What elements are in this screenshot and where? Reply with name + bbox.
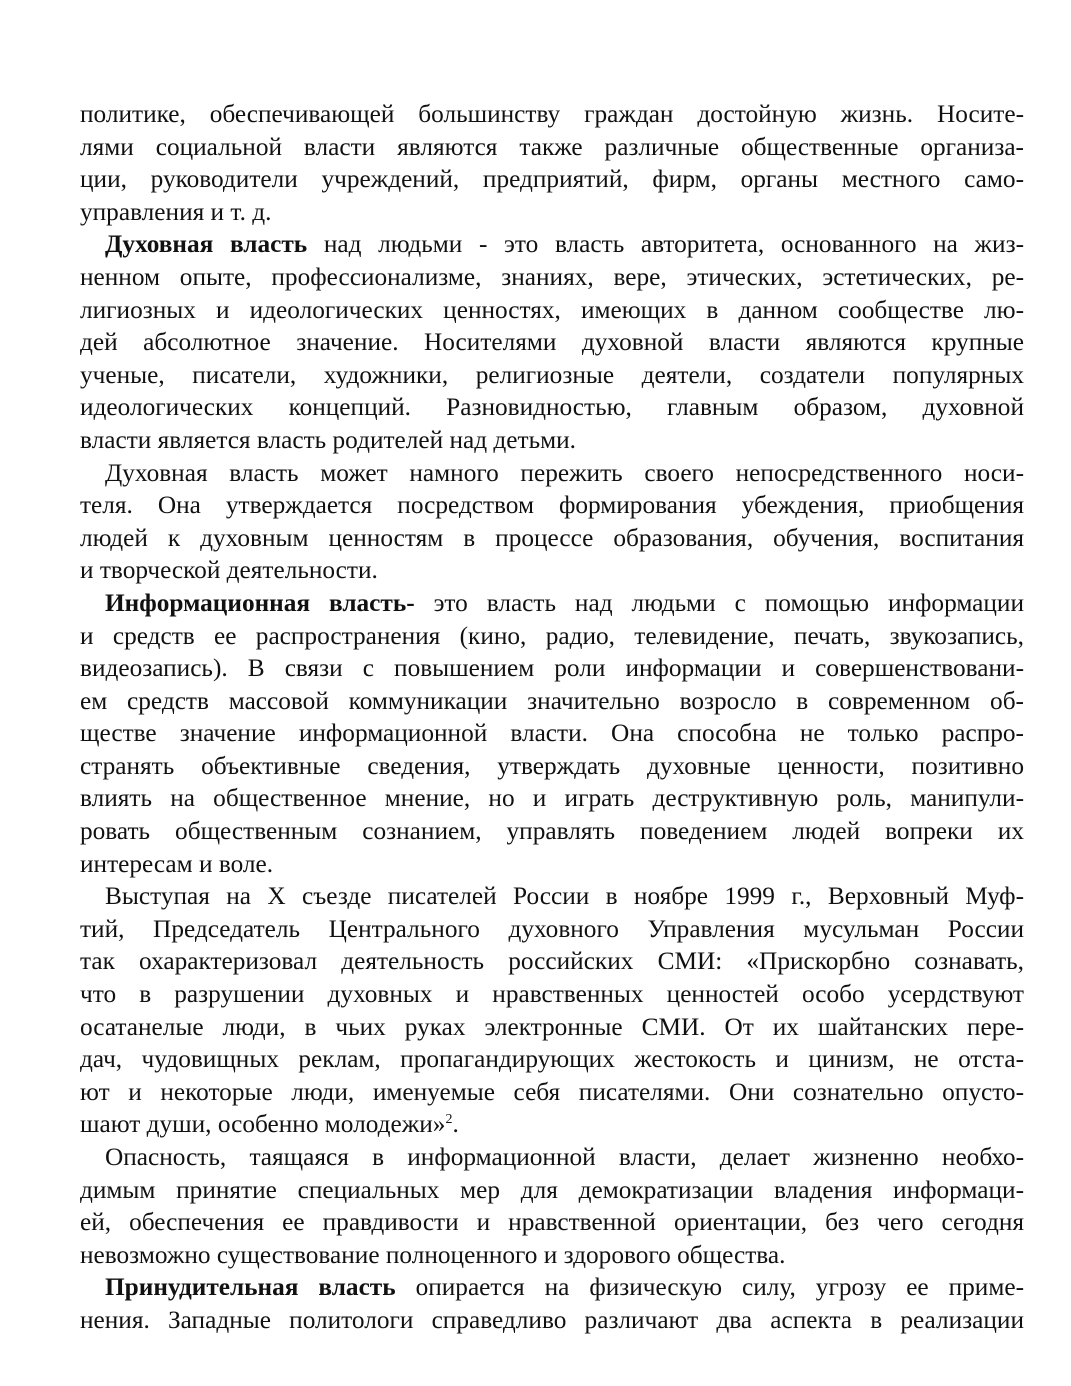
paragraph-mufti-quote — [80, 880, 1024, 1141]
text-line: и творческой деятельности. — [80, 556, 378, 585]
text-line: людей к духовным ценностям в процессе образования, обучения, воспитания — [80, 523, 1024, 552]
text-line: Выступая на X съезде писателей России в ноябре 1999 г., Верховный Муф- — [105, 882, 1024, 911]
text-line: так охарактеризовал деятельность российских СМИ: «Прискорбно сознавать, — [80, 947, 1024, 976]
paragraph-spiritual-power — [80, 228, 1024, 456]
text-line: тий, Председатель Центрального духовного Управления мусульман России — [80, 914, 1024, 943]
text-line: дач, чудовищных реклам, пропагандирующих жестокость и цинизм, не отста- — [80, 1045, 1024, 1074]
text-line: и средств ее распространения (кино, радио, телевидение, печать, звукозапись, — [80, 621, 1024, 650]
paragraph-information-danger — [80, 1141, 1024, 1271]
text-line: влиять на общественное мнение, но и играть деструктивную роль, манипули- — [80, 784, 1024, 813]
text-line — [80, 228, 1024, 261]
text-line: ей, обеспечения ее правдивости и нравственной ориентации, без чего сегодня — [80, 1208, 1024, 1237]
text-line: ученые, писатели, художники, религиозные деятели, создатели популярных — [80, 360, 1024, 389]
paragraph-coercive-power — [80, 1271, 1024, 1336]
term-coercive-power: Принудительная власть — [105, 1273, 396, 1302]
text-line: теля. Она утверждается посредством формирования убеждения, приобщения — [80, 491, 1024, 520]
term-information-power: Информационная власть- — [105, 588, 415, 617]
document-page — [80, 98, 1024, 1337]
text-line: димым принятие специальных мер для демократизации владения информаци- — [80, 1175, 1024, 1204]
text-line: политике, обеспечивающей большинству граждан достойную жизнь. Носите- — [80, 100, 1024, 128]
text-fragment: опирается на физическую силу, угрозу ее приме- — [395, 1273, 1024, 1302]
text-line: что в разрушении духовных и нравственных ценностей особо усердствуют — [80, 980, 1024, 1009]
text-line — [80, 1271, 1024, 1304]
term-spiritual-power: Духовная власть — [105, 230, 308, 259]
paragraph-information-power — [80, 587, 1024, 880]
text-line: ют и некоторые люди, именуемые себя писателями. Они сознательно опусто- — [80, 1077, 1024, 1106]
text-line: интересам и воле. — [80, 849, 274, 878]
text-fragment: . — [452, 1110, 459, 1139]
text-line: ции, руководители учреждений, предприятий, фирм, органы местного само- — [80, 165, 1024, 194]
text-line: управления и т. д. — [80, 197, 272, 226]
text-line: Духовная власть может намного пережить своего непосредственного носи- — [105, 458, 1024, 487]
text-line: власти является власть родителей над детьми. — [80, 425, 576, 454]
text-line — [80, 587, 1024, 620]
text-line: невозможно существование полноценного и здорового общества. — [80, 1240, 786, 1269]
text-line: дей абсолютное значение. Носителями духовной власти являются крупные — [80, 328, 1024, 357]
text-fragment: над людьми - это власть авторитета, основанного на жиз- — [307, 230, 1024, 259]
footnote-marker: 2 — [445, 1112, 453, 1128]
text-line — [80, 1108, 1024, 1141]
text-line: идеологических концепций. Разновидностью, главным образом, духовной — [80, 393, 1024, 422]
text-line: видеозапись). В связи с повышением роли информации и совершенствовани- — [80, 654, 1024, 683]
text-fragment: это власть над людьми с помощью информации — [414, 588, 1025, 617]
text-line: ществе значение информационной власти. Она способна не только распро- — [80, 719, 1024, 748]
text-line: нения. Западные политологи справедливо различают два аспекта в реализации — [80, 1305, 1024, 1334]
paragraph-social-power-end — [80, 98, 1024, 228]
text-line: лями социальной власти являются также различные общественные организа- — [80, 132, 1024, 161]
text-line: Опасность, таящаяся в информационной власти, делает жизненно необхо- — [105, 1143, 1024, 1171]
text-line: ем средств массовой коммуникации значительно возросло в современном об- — [80, 686, 1024, 715]
paragraph-spiritual-power-continued — [80, 457, 1024, 587]
text-line: осатанелые люди, в чьих руках электронные СМИ. От их шайтанских пере- — [80, 1012, 1024, 1041]
text-fragment: шают души, особенно молодежи» — [80, 1110, 446, 1139]
text-line: лигиозных и идеологических ценностях, имеющих в данном сообществе лю- — [80, 295, 1024, 324]
text-line: ненном опыте, профессионализме, знаниях, вере, этических, эстетических, ре- — [80, 262, 1024, 291]
text-line: ровать общественным сознанием, управлять поведением людей вопреки их — [80, 817, 1024, 846]
text-line: странять объективные сведения, утверждать духовные ценности, позитивно — [80, 751, 1024, 780]
